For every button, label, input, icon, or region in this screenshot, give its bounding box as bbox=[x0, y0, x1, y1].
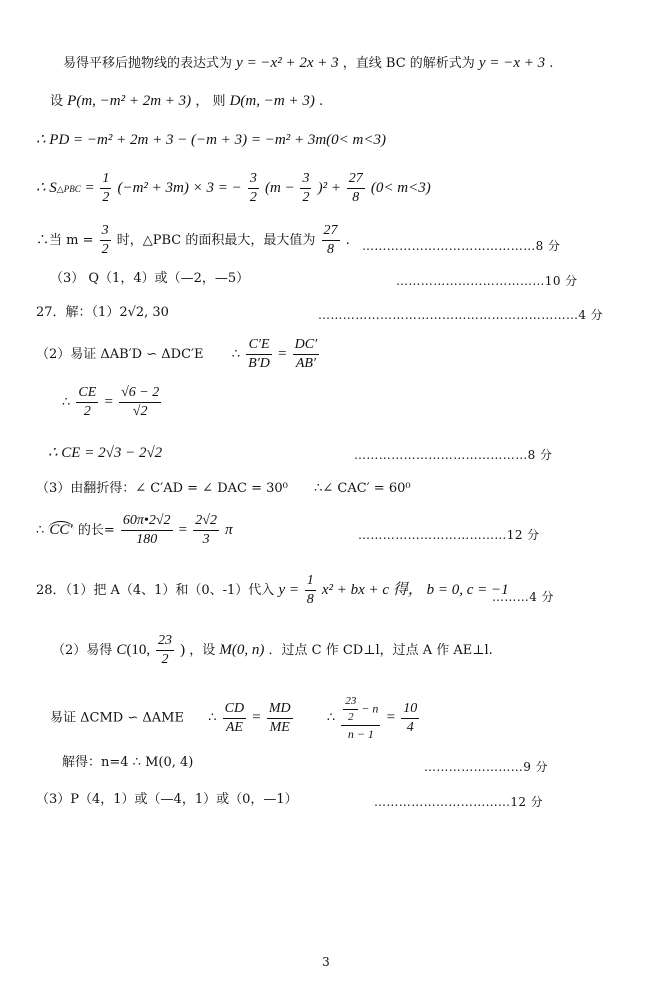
frac-num: 10 bbox=[401, 702, 419, 719]
fraction-23-2 bbox=[156, 634, 174, 667]
problem-27-line: 27．解：（1）2√2, 30 bbox=[36, 305, 169, 320]
area-tail: (0< m<3) bbox=[370, 180, 431, 196]
arc-cc: CC′ bbox=[49, 522, 73, 538]
complex-denominator: n − 1 bbox=[347, 727, 374, 741]
line-2 bbox=[50, 94, 323, 109]
fraction-root bbox=[119, 386, 161, 419]
frac-num: MD bbox=[267, 702, 293, 719]
frac-den: 2 bbox=[348, 711, 354, 723]
fraction-ce-2 bbox=[76, 386, 98, 419]
max-lead: ∴当 m = bbox=[36, 233, 98, 248]
frac-num: 2√2 bbox=[193, 514, 219, 531]
frac-num: C′E bbox=[246, 338, 272, 355]
frac-num: 23 bbox=[156, 634, 174, 651]
therefore-symbol: ∴ bbox=[231, 347, 241, 362]
fraction-3-2-b bbox=[300, 172, 311, 205]
area-paren: (m − bbox=[265, 180, 299, 196]
equals: = bbox=[104, 394, 113, 410]
similar-triangles-line bbox=[36, 338, 321, 371]
fraction-complex bbox=[341, 696, 380, 740]
q-answer: （3） Q（1，4）或（—2，—5） bbox=[50, 271, 250, 286]
fraction-arc-result bbox=[193, 514, 219, 547]
fraction-ce-bd bbox=[246, 338, 272, 371]
fraction-10-4 bbox=[401, 702, 419, 735]
frac-den: 2 bbox=[83, 404, 91, 419]
pi: π bbox=[225, 522, 233, 538]
equals: = bbox=[386, 709, 396, 726]
frac-den: 2 bbox=[302, 190, 310, 205]
arc-length-line bbox=[36, 514, 233, 547]
pd-expression: ∴ PD = −m² + 2m + 3 − (−m + 3) = −m² + 3m(0< m<3) bbox=[36, 132, 386, 148]
line-2-lead: 设 bbox=[50, 94, 64, 109]
frac-num: DC′ bbox=[293, 338, 320, 355]
cmd-lead: 易证 ΔCMD ∽ ΔAME bbox=[50, 710, 184, 726]
max-area-line bbox=[36, 224, 350, 257]
c-mid: ，设 bbox=[189, 643, 216, 658]
therefore-symbol: ∴ bbox=[36, 523, 45, 538]
point-p: P(m, −m² + 2m + 3) bbox=[67, 93, 192, 109]
therefore-symbol: ∴ bbox=[62, 395, 71, 410]
score-12-a: ………………………………12 分 bbox=[358, 528, 540, 542]
c-open: (10, bbox=[126, 642, 154, 658]
frac-den: ME bbox=[269, 719, 290, 735]
equals: = bbox=[278, 346, 287, 362]
area-eq: = bbox=[80, 180, 99, 196]
frac-num: 27 bbox=[322, 224, 340, 241]
score-9: ……………………9 分 bbox=[424, 760, 548, 774]
p-answer: （3）P（4，1）或（—4，1）或（0，—1） bbox=[36, 792, 298, 807]
parabola-equation: y = −x² + 2x + 3 bbox=[236, 55, 339, 71]
frac-den: 8 bbox=[352, 190, 360, 205]
c-close: ) bbox=[180, 642, 186, 658]
fold-angle-line bbox=[36, 482, 411, 495]
frac-num: 1 bbox=[305, 574, 316, 591]
c-tail: ．过点 C 作 CD⊥l，过点 A 作 AE⊥l. bbox=[268, 643, 493, 658]
line-2-mid: ， 则 bbox=[195, 94, 226, 109]
frac-den: 4 bbox=[406, 719, 414, 735]
area-subscript: △PBC bbox=[56, 184, 81, 194]
frac-den: 180 bbox=[136, 532, 158, 547]
ce-value: ∴ CE = 2√3 − 2√2 bbox=[48, 445, 163, 461]
fraction-md-me bbox=[267, 702, 293, 735]
c-letter: C bbox=[116, 642, 127, 658]
fraction-1-2 bbox=[100, 172, 111, 205]
line-1 bbox=[63, 56, 553, 71]
numerator-minus: − n bbox=[358, 701, 379, 716]
c-lead: （2）易得 bbox=[52, 643, 113, 658]
area-close: )² + bbox=[317, 180, 345, 196]
p28-y: y = bbox=[278, 582, 303, 598]
score-4-a: ………………………………………………………4 分 bbox=[318, 308, 604, 322]
p28-lead: 28．（1）把 A（4、1）和（0、-1）代入 bbox=[36, 583, 275, 598]
fraction-max bbox=[322, 224, 340, 257]
frac-den: 2 bbox=[249, 190, 257, 205]
frac-num: √6 − 2 bbox=[119, 386, 161, 403]
similar-lead: （2）易证 ΔAB′D ∽ ΔDC′E bbox=[36, 347, 204, 362]
score-4-b: ………4 分 bbox=[492, 590, 554, 604]
score-8-a: ……………………………………8 分 bbox=[362, 239, 561, 253]
frac-den: 8 bbox=[327, 242, 335, 257]
ce-ratio-line bbox=[62, 386, 163, 419]
frac-num: CD bbox=[223, 702, 246, 719]
fraction-cd-ae bbox=[223, 702, 246, 735]
frac-den: 3 bbox=[202, 532, 210, 547]
frac-den: 2 bbox=[102, 190, 110, 205]
fraction-dc-ab bbox=[293, 338, 320, 371]
fold-tail: ∴∠ CAC′ = 60⁰ bbox=[314, 481, 411, 496]
page-number: 3 bbox=[322, 955, 330, 969]
frac-den: √2 bbox=[132, 404, 148, 419]
fraction-1-8 bbox=[305, 574, 316, 607]
line-1-end: . bbox=[549, 56, 554, 71]
fraction-m bbox=[100, 224, 111, 257]
frac-den: AB′ bbox=[295, 356, 316, 371]
frac-den: 8 bbox=[306, 592, 314, 607]
solve-line: 解得：n=4 ∴ M(0, 4) bbox=[62, 755, 194, 770]
point-c-line bbox=[52, 634, 493, 667]
fraction-arc bbox=[121, 514, 173, 547]
problem-28-line bbox=[36, 574, 509, 607]
frac-num: 3 bbox=[248, 172, 259, 189]
frac-den: 2 bbox=[161, 652, 169, 667]
frac-num: 3 bbox=[300, 172, 311, 189]
frac-num: 3 bbox=[100, 224, 111, 241]
max-mid: 时，△PBC 的面积最大，最大值为 bbox=[116, 233, 316, 248]
frac-num: 60π•2√2 bbox=[121, 514, 173, 531]
therefore-symbol-2: ∴ bbox=[326, 710, 336, 726]
frac-num: 1 bbox=[100, 172, 111, 189]
frac-den: 2 bbox=[101, 242, 109, 257]
score-8-b: ……………………………………8 分 bbox=[354, 448, 553, 462]
frac-den: AE bbox=[225, 719, 243, 735]
score-10: ………………………………10 分 bbox=[396, 274, 578, 288]
complex-numerator bbox=[341, 696, 380, 726]
p28-rest: x² + bx + c 得， b = 0, c = −1 bbox=[321, 582, 509, 598]
point-d: D(m, −m + 3) bbox=[229, 93, 315, 109]
point-m: M(0, n) bbox=[219, 642, 265, 658]
score-12-b: ……………………………12 分 bbox=[374, 795, 544, 809]
line-1-lead: 易得平移后抛物线的表达式为 bbox=[63, 56, 233, 71]
similar-cmd-line bbox=[50, 696, 421, 740]
line-2-end: . bbox=[318, 94, 324, 109]
line-bc-equation: y = −x + 3 bbox=[478, 55, 546, 71]
line-1-mid: ，直线 BC 的解析式为 bbox=[342, 56, 475, 71]
frac-num: CE bbox=[76, 386, 98, 403]
arc-mid: 的长= bbox=[77, 523, 115, 538]
therefore-symbol: ∴ bbox=[208, 710, 217, 726]
frac-num: 23 bbox=[343, 696, 358, 710]
area-mid: (−m² + 3m) × 3 = − bbox=[117, 180, 242, 196]
frac-num: 27 bbox=[347, 172, 365, 189]
equals: = bbox=[252, 709, 261, 726]
fraction-3-2-a bbox=[248, 172, 259, 205]
fraction-27-8 bbox=[347, 172, 365, 205]
equals: = bbox=[178, 522, 188, 538]
area-lead: ∴ S bbox=[36, 180, 57, 196]
fold-lead: （3）由翻折得：∠ C′AD = ∠ DAC = 30⁰ bbox=[36, 481, 288, 496]
area-expression bbox=[36, 172, 431, 205]
inner-fraction bbox=[343, 696, 358, 723]
frac-den: B′D bbox=[248, 356, 270, 371]
max-end: . bbox=[345, 233, 350, 248]
